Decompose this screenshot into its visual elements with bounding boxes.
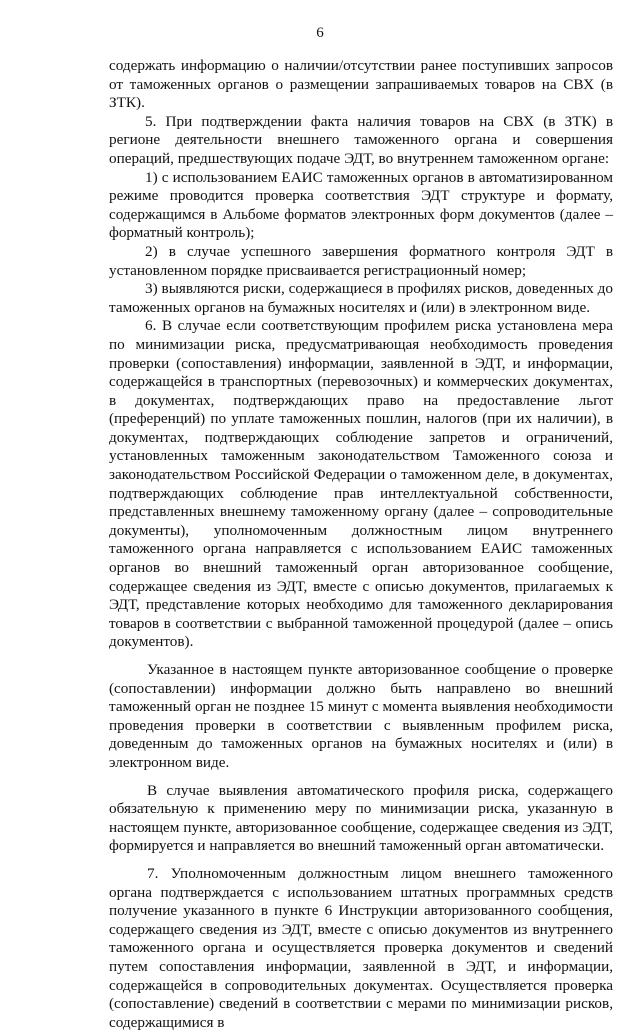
- document-body: [109, 57, 613, 1032]
- paragraph-item-6-auto: В случае выявления автоматического профиля риска, содержащего обязательную к применению меру по минимизации риска, указанную в настоящем пункте, авторизованное сообщение, содержащее сведения из ЭДТ, формируется и направляется во внешний таможенный орган автоматически.: [109, 781, 613, 855]
- paragraph-continuation: содержать информацию о наличии/отсутствии ранее поступивших запросов от таможенных органов о размещении запрашиваемых товаров на СВХ (в ЗТК).: [109, 57, 613, 112]
- paragraph-subitem-1: 1) с использованием ЕАИС таможенных органов в автоматизированном режиме проводится проверка соответствия ЭДТ структуре и формату, содержащимся в Альбоме форматов электронных форм документов (далее – форматный контроль);: [109, 168, 613, 242]
- paragraph-item-6-note: Указанное в настоящем пункте авторизованное сообщение о проверке (сопоставлении) информации должно быть направлено во внешний таможенный орган не позднее 15 минут с момента выявления необходимости проведения проверки в соответствии с выявленным профилем риска, доведенным до таможенных органов на бумажных носителях и (или) в электронном виде.: [109, 661, 613, 771]
- paragraph-subitem-2: 2) в случае успешного завершения форматного контроля ЭДТ в установленном порядке присваивается регистрационный номер;: [109, 242, 613, 279]
- paragraph-item-5: 5. При подтверждении факта наличия товаров на СВХ (в ЗТК) в регионе деятельности внешнего таможенного органа и совершения операций, предшествующих подаче ЭДТ, во внутреннем таможенном органе:: [109, 112, 613, 167]
- paragraph-item-6: 6. В случае если соответствующим профилем риска установлена мера по минимизации риска, предусматривающая необходимость проведения проверки (сопоставления) информации, заявленной в ЭДТ, и информации, содержащейся в транспортных (перевозочных) и коммерческих документах, в документах, подтверждающих право на предоставление льгот (преференций) по уплате таможенных пошлин, налогов (при их наличии), в документах, подтверждающих соблюдение запретов и ограничений, установленных таможенным законодательством Таможенного союза и законодательством Российской Федерации о таможенном деле, в документах, подтверждающих соблюдение прав интеллектуальной собственности, представленных внешнему таможенному органу (далее – сопроводительные документы), уполномоченным должностным лицом внутреннего таможенного органа направляется с использованием ЕАИС таможенных органов во внешний таможенный орган авторизованное сообщение, содержащее сведения из ЭДТ, вместе с описью документов, прилагаемых к ЭДТ, представление которых необходимо для таможенного декларирования товаров в соответствии с выбранной таможенной процедурой (далее – опись документов).: [109, 317, 613, 651]
- paragraph-item-7: 7. Уполномоченным должностным лицом внешнего таможенного органа подтверждается с использованием штатных программных средств получение указанного в пункте 6 Инструкции авторизованного сообщения, содержащего сведения из ЭДТ, вместе с описью документов из внутреннего таможенного органа и осуществляется проверка документов и сведений путем сопоставления информации, заявленной в ЭДТ, и информации, содержащейся в сопроводительных документах. Осуществляется проверка (сопоставление) сведений в соответствии с мерами по минимизации рисков, содержащимися в: [109, 864, 613, 1031]
- page-number: 6: [316, 25, 324, 41]
- paragraph-subitem-3: 3) выявляются риски, содержащиеся в профилях рисков, доведенных до таможенных органов на бумажных носителях и (или) в электронном виде.: [109, 280, 613, 316]
